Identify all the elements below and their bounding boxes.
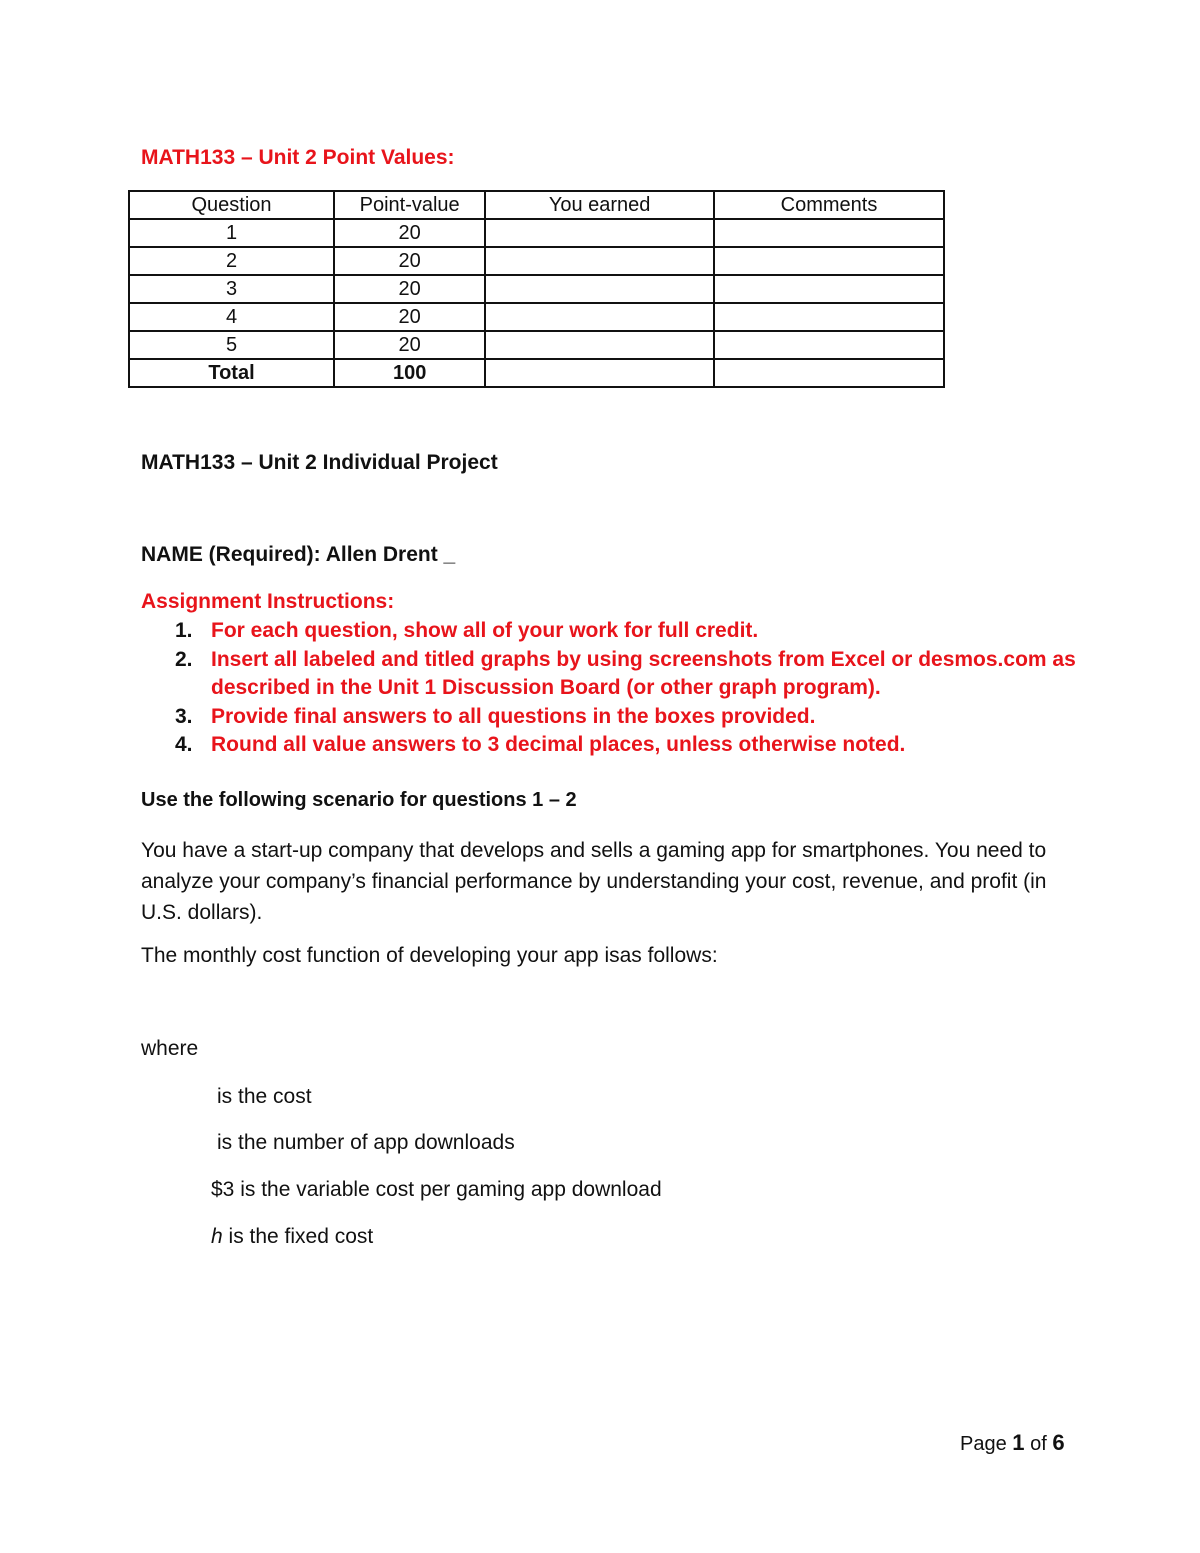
total-label-cell: Total: [129, 359, 334, 387]
definition-cost: is the cost: [217, 1085, 312, 1108]
point-value-cell: 20: [334, 275, 485, 303]
point-value-cell: 20: [334, 219, 485, 247]
instruction-number: 4.: [175, 733, 193, 756]
page-word: Page: [960, 1433, 1013, 1455]
instruction-text: Round all value answers to 3 decimal places, unless otherwise noted.: [211, 733, 906, 756]
name-line: NAME (Required): Allen Drent _: [141, 543, 456, 566]
instruction-item: [141, 703, 1081, 732]
instructions-list: [141, 617, 1081, 760]
fixed-cost-variable: h: [211, 1225, 223, 1248]
column-header-point-value: Point-value: [334, 191, 485, 219]
comments-cell[interactable]: [714, 247, 944, 275]
page-current: 1: [1012, 1430, 1025, 1455]
instruction-text: Provide final answers to all questions in the boxes provided.: [211, 704, 816, 728]
cost-function-intro: The monthly cost function of developing your app isas follows:: [141, 944, 718, 967]
earned-cell[interactable]: [485, 219, 714, 247]
earned-cell[interactable]: [485, 331, 714, 359]
page-number: [960, 1430, 1065, 1456]
comments-cell[interactable]: [714, 303, 944, 331]
table-header-row: [129, 191, 944, 219]
column-header-you-earned: You earned: [485, 191, 714, 219]
table-row: [129, 247, 944, 275]
column-header-question: Question: [129, 191, 334, 219]
earned-cell[interactable]: [485, 275, 714, 303]
definition-variable-cost: $3 is the variable cost per gaming app download: [211, 1178, 662, 1201]
comments-cell[interactable]: [714, 331, 944, 359]
instruction-text: For each question, show all of your work for full credit.: [211, 619, 759, 642]
project-title: MATH133 – Unit 2 Individual Project: [141, 451, 498, 474]
scenario-paragraph: You have a start-up company that develops and sells a gaming app for smartphones. You need to analyze your company’s financial performance by understanding your cost, revenue, and profit (in U.S. dollars).: [141, 839, 1047, 924]
question-cell: 2: [129, 247, 334, 275]
fixed-cost-text: is the fixed cost: [222, 1225, 374, 1248]
table-row: [129, 275, 944, 303]
comments-cell[interactable]: [714, 219, 944, 247]
question-cell: 5: [129, 331, 334, 359]
scenario-heading: Use the following scenario for questions 1 – 2: [141, 789, 577, 811]
question-cell: 3: [129, 275, 334, 303]
question-cell: 4: [129, 303, 334, 331]
earned-cell[interactable]: [485, 247, 714, 275]
definition-downloads: is the number of app downloads: [217, 1131, 515, 1154]
page-total: 6: [1052, 1430, 1065, 1455]
instruction-item: [141, 646, 1081, 703]
instructions-heading: Assignment Instructions:: [141, 590, 395, 613]
point-value-cell: 20: [334, 303, 485, 331]
instruction-item: [141, 617, 1081, 646]
point-values-table: [128, 190, 945, 388]
comments-cell[interactable]: [714, 275, 944, 303]
total-earned-cell[interactable]: [485, 359, 714, 387]
where-label: where: [141, 1037, 199, 1060]
point-value-cell: 20: [334, 331, 485, 359]
point-value-cell: 20: [334, 247, 485, 275]
page-of: of: [1024, 1433, 1053, 1455]
instruction-text: Insert all labeled and titled graphs by using screenshots from Excel or desmos.com as described in the Unit 1 Discussion Board (or other graph program).: [211, 647, 1076, 699]
question-cell: 1: [129, 219, 334, 247]
total-points-cell: 100: [334, 359, 485, 387]
instruction-number: 3.: [175, 704, 193, 728]
definition-fixed-cost: [211, 1225, 373, 1249]
total-row: [129, 359, 944, 387]
instruction-number: 1.: [175, 619, 193, 642]
column-header-comments: Comments: [714, 191, 944, 219]
table-row: [129, 219, 944, 247]
point-values-title: MATH133 – Unit 2 Point Values:: [141, 146, 455, 169]
earned-cell[interactable]: [485, 303, 714, 331]
instruction-number: 2.: [175, 647, 193, 671]
instruction-item: [141, 731, 1081, 760]
table-row: [129, 303, 944, 331]
table-row: [129, 331, 944, 359]
total-comments-cell[interactable]: [714, 359, 944, 387]
